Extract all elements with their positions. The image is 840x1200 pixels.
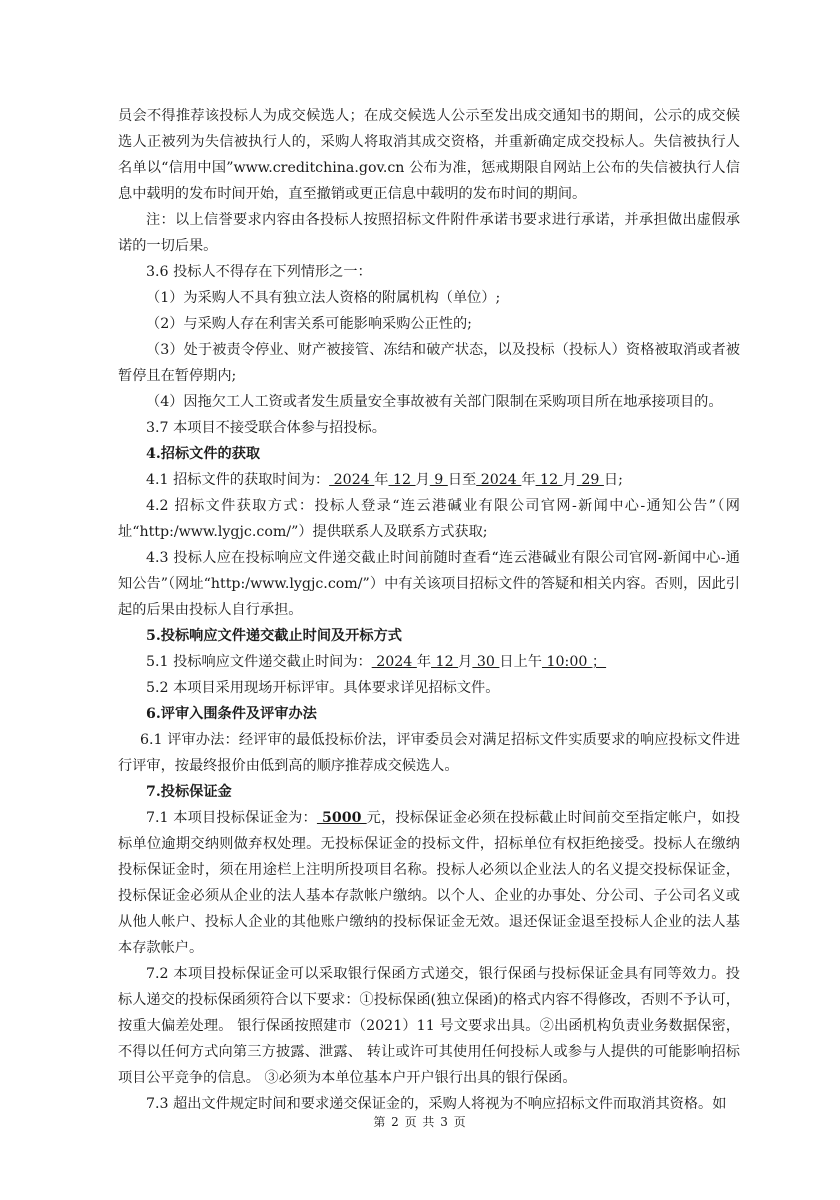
paragraph-4-1 bbox=[118, 467, 740, 493]
text-segment: ； bbox=[591, 654, 607, 670]
paragraph-6-1: 6.1 评审办法：经评审的最低投标价法，评审委员会对满足招标文件实质要求的响应投标文件进行评审，按最终报价由低到高的顺序推荐成交候选人。 bbox=[118, 732, 740, 774]
date-day-start: 9 bbox=[429, 472, 448, 488]
date-month-start: 12 bbox=[388, 472, 416, 488]
text-segment: 5.1 投标响应文件递交截止时间为： bbox=[146, 654, 372, 670]
date-year-end: 2024 bbox=[476, 472, 522, 488]
text-segment: 月 bbox=[562, 472, 577, 488]
text-segment: 日至 bbox=[447, 472, 477, 488]
list-item-2: （2）与采购人存在利害关系可能影响采购公正性的; bbox=[146, 316, 472, 332]
date-year-start: 2024 bbox=[329, 472, 375, 488]
deadline-year: 2024 bbox=[371, 654, 417, 670]
paragraph-note: 注：以上信誉要求内容由各投标人按照招标文件附件承诺书要求进行承诺，并承担做出虚假承诺的一切后果。 bbox=[118, 212, 740, 254]
text-segment: 月 bbox=[415, 472, 430, 488]
text-segment: 年 bbox=[521, 472, 536, 488]
section-heading-5: 5.投标响应文件递交截止时间及开标方式 bbox=[146, 628, 402, 644]
paragraph-3-6: 3.6 投标人不得存在下列情形之一： bbox=[146, 264, 372, 280]
text-segment: 4.1 招标文件的获取时间为： bbox=[146, 472, 330, 488]
deposit-amount: 5000 bbox=[316, 810, 367, 826]
document-body bbox=[118, 103, 740, 1117]
paragraph-7-1 bbox=[118, 805, 740, 961]
date-month-end: 12 bbox=[535, 472, 563, 488]
section-heading-6: 6.评审入围条件及评审办法 bbox=[146, 706, 317, 722]
text-segment: 年 bbox=[416, 654, 432, 670]
paragraph-dishonest-list: 员会不得推荐该投标人为成交候选人；在成交候选人公示至发出成交通知书的期间，公示的成交候选人正被列为失信被执行人的，采购人将取消其成交资格，并重新确定成交投标人。失信被执行人名单以“信用中国”www.creditchina.gov.cn 公布为准，惩戒期限自网站上公布的失信被执行人信息中载明的发布时间开始，直至撤销或更正信息中载明的发布时间的期间。 bbox=[118, 108, 740, 202]
text-segment: 日上午 bbox=[499, 654, 542, 670]
list-item-4: （4）因拖欠工人工资或者发生质量安全事故被有关部门限制在采购项目所在地承接项目的。 bbox=[146, 394, 723, 410]
deadline-month: 12 bbox=[431, 654, 459, 670]
paragraph-4-2: 4.2 招标文件获取方式：投标人登录“连云港碱业有限公司官网-新闻中心-通知公告”（网址“http:/www.lygjc.com/”）提供联系人及联系方式获取; bbox=[118, 498, 740, 540]
text-segment: 元，投标保证金必须在投标截止时间前交至指定帐户，如投标单位逾期交纳则做弃权处理。无投标保证金的投标文件，招标单位有权拒绝接受。投标人在缴纳投标保证金时，须在用途栏上注明所投项目名称。投标人必须以企业法人的名义提交投标保证金，投标保证金必须从企业的法人基本存款帐户缴纳。以个人、企业的办事处、分公司、子公司名义或从他人帐户、投标人企业的其他账户缴纳的投标保证金无效。退还保证金退至投标人企业的法人基本存款帐户。 bbox=[118, 810, 740, 956]
text-segment: 月 bbox=[458, 654, 473, 670]
page-number-footer: 第 2 页 共 3 页 bbox=[373, 1115, 467, 1129]
paragraph-4-3: 4.3 投标人应在投标响应文件递交截止时间前随时查看“连云港碱业有限公司官网-新闻中心-通知公告”（网址“http:/www.lygjc.com/”）中有关该项目招标文件的答疑和相关内容。否则，因此引起的后果由投标人自行承担。 bbox=[118, 550, 740, 618]
text-segment: 日; bbox=[603, 472, 623, 488]
deadline-time: 10:00 bbox=[541, 654, 592, 670]
list-item-3: （3）处于被责令停业、财产被接管、冻结和破产状态，以及投标（投标人）资格被取消或者被暂停且在暂停期内; bbox=[118, 342, 740, 384]
paragraph-3-7: 3.7 本项目不接受联合体参与招投标。 bbox=[146, 420, 386, 436]
date-day-end: 29 bbox=[576, 472, 604, 488]
section-heading-4: 4.招标文件的获取 bbox=[146, 446, 261, 462]
text-segment: 7.1 本项目投标保证金为： bbox=[146, 810, 317, 826]
section-heading-7: 7.投标保证金 bbox=[146, 784, 232, 800]
list-item-1: （1）为采购人不具有独立法人资格的附属机构（单位）; bbox=[146, 290, 501, 306]
paragraph-5-1 bbox=[118, 649, 740, 675]
paragraph-5-2: 5.2 本项目采用现场开标评审。具体要求详见招标文件。 bbox=[146, 680, 500, 696]
paragraph-7-2: 7.2 本项目投标保证金可以采取银行保函方式递交，银行保函与投标保证金具有同等效力。投标人递交的投标保函须符合以下要求：①投标保函(独立保函)的格式内容不得修改，否则不予认可，按重大偏差处理。 银行保函按照建市（2021）11 号文要求出具。②出函机构负责业务数据保密，不得以任何方式向第三方披露、泄露、 转让或许可其使用任何投标人或参与人提供的可能影响招标项目公平竞争的信息。 ③必须为本单位基本户开户银行出具的银行保函。 bbox=[118, 966, 740, 1086]
text-segment: 年 bbox=[374, 472, 389, 488]
paragraph-7-3: 7.3 超出文件规定时间和要求递交保证金的，采购人将视为不响应招标文件而取消其资格。如 bbox=[146, 1096, 727, 1112]
deadline-day: 30 bbox=[472, 654, 500, 670]
